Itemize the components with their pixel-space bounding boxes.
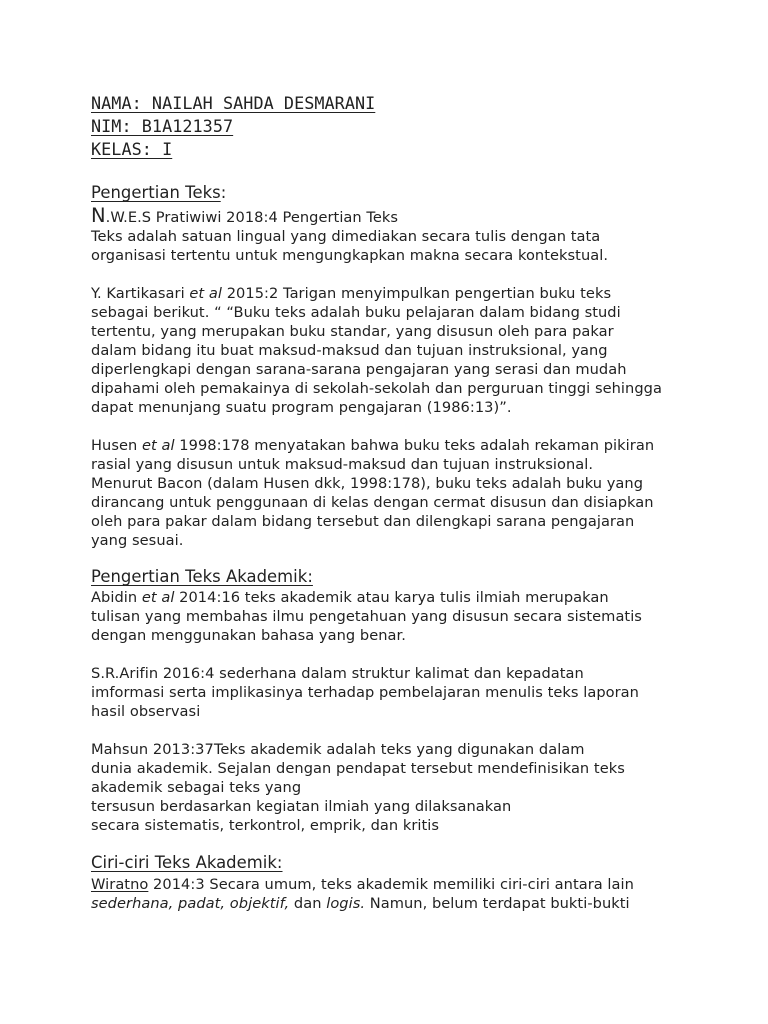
text-run: Abidin <box>91 589 142 606</box>
paragraph-line: S.R.Arifin 2016:4 sederhana dalam struktur kalimat dan kepadatan <box>91 665 584 682</box>
paragraph-line: dengan menggunakan bahasa yang benar. <box>91 627 406 644</box>
text-run: Y. Kartikasari <box>91 285 190 302</box>
text-run: dan <box>289 895 327 912</box>
section-heading-colon: : <box>220 183 227 202</box>
paragraph-line: hasil observasi <box>91 703 201 720</box>
section-heading-pengertian-teks <box>91 183 226 202</box>
paragraph-line <box>91 284 611 303</box>
italic-text: sederhana, padat, objektif, <box>91 895 290 912</box>
student-nim: NIM: B1A121357 <box>91 116 234 136</box>
italic-text: et al <box>141 589 175 606</box>
section-heading-text: Pengertian Teks Akademik: <box>91 567 313 586</box>
paragraph-line: tersusun berdasarkan kegiatan ilmiah yang dilaksanakan <box>91 798 512 815</box>
section-heading-text: Pengertian Teks <box>91 183 221 202</box>
paragraph-line: tertentu, yang merupakan buku standar, yang disusun oleh para pakar <box>91 323 614 340</box>
italic-text: et al <box>142 437 175 454</box>
section-heading-text: Ciri-ciri Teks Akademik: <box>91 853 283 872</box>
text-run: 2014:3 Secara umum, teks akademik memiliki ciri-ciri antara lain <box>148 876 634 893</box>
paragraph-line <box>91 436 654 455</box>
italic-text: logis. <box>326 895 366 912</box>
paragraph-line <box>91 588 609 607</box>
paragraph-line: organisasi tertentu untuk mengungkapkan makna secara kontekstual. <box>91 247 609 264</box>
paragraph-line: dalam bidang itu buat maksud-maksud dan tujuan instruksional, yang <box>91 342 608 359</box>
paragraph-line: sebagai berikut. “ “Buku teks adalah buku pelajaran dalam bidang studi <box>91 304 621 321</box>
paragraph-line: imformasi serta implikasinya terhadap pembelajaran menulis teks laporan <box>91 684 639 701</box>
paragraph-line: dunia akademik. Sejalan dengan pendapat tersebut mendefinisikan teks <box>91 760 625 777</box>
text-run: .W.E.S Pratiwiwi 2018:4 Pengertian Teks <box>105 209 399 226</box>
author-name: Wiratno <box>91 876 149 893</box>
paragraph-line: dirancang untuk penggunaan di kelas dengan cermat disusun dan disiapkan <box>91 494 654 511</box>
paragraph-line: dipahami oleh pemakainya di sekolah-sekolah dan perguruan tinggi sehingga <box>91 380 662 397</box>
text-run: Namun, belum terdapat bukti-bukti <box>365 895 630 912</box>
drop-initial: N <box>91 204 106 227</box>
paragraph-line <box>91 894 630 913</box>
text-run: 2014:16 teks akademik atau karya tulis ilmiah merupakan <box>174 589 609 606</box>
paragraph-line: Teks adalah satuan lingual yang dimediakan secara tulis dengan tata <box>91 228 601 245</box>
paragraph-line: tulisan yang membahas ilmu pengetahuan yang disusun secara sistematis <box>91 608 642 625</box>
paragraph-line: diperlengkapi dengan sarana-sarana pengajaran yang serasi dan mudah <box>91 361 627 378</box>
text-run: Husen <box>91 437 142 454</box>
paragraph-line: Menurut Bacon (dalam Husen dkk, 1998:178), buku teks adalah buku yang <box>91 475 644 492</box>
paragraph-line: rasial yang disusun untuk maksud-maksud dan tujuan instruksional. <box>91 456 594 473</box>
paragraph-line: akademik sebagai teks yang <box>91 779 302 796</box>
text-run: 1998:178 menyatakan bahwa buku teks adalah rekaman pikiran <box>174 437 655 454</box>
paragraph-line: yang sesuai. <box>91 532 184 549</box>
paragraph-line <box>91 875 634 894</box>
paragraph-line: oleh para pakar dalam bidang tersebut dan dilengkapi sarana pengajaran <box>91 513 635 530</box>
paragraph-line: dapat menunjang suatu program pengajaran (1986:13)”. <box>91 399 512 416</box>
text-run: 2015:2 Tarigan menyimpulkan pengertian buku teks <box>222 285 612 302</box>
paragraph-line <box>91 206 398 227</box>
paragraph-line: secara sistematis, terkontrol, emprik, dan kritis <box>91 817 440 834</box>
italic-text: et al <box>189 285 222 302</box>
student-class: KELAS: I <box>91 139 173 159</box>
student-name: NAMA: NAILAH SAHDA DESMARANI <box>91 93 376 113</box>
paragraph-line: Mahsun 2013:37Teks akademik adalah teks yang digunakan dalam <box>91 741 585 758</box>
section-heading-teks-akademik <box>91 567 313 586</box>
section-heading-ciri-ciri <box>91 853 283 872</box>
